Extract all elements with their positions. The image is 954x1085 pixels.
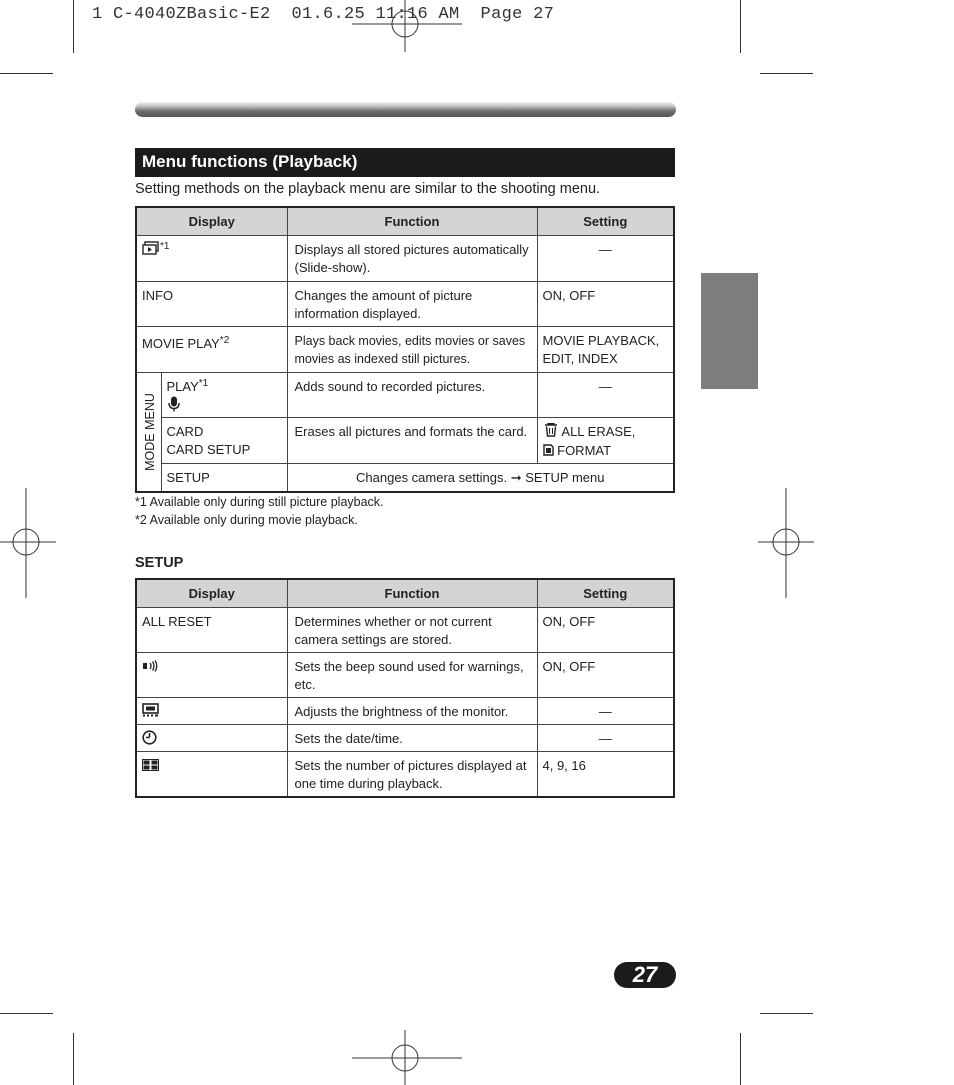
function-cell: Sets the date/time. <box>287 725 537 752</box>
crop-mark <box>0 1013 53 1014</box>
setting-text: FORMAT <box>557 443 612 459</box>
format-icon <box>543 443 554 461</box>
playback-menu-table <box>135 206 675 493</box>
footnote-1: *1 Available only during still picture playback. <box>135 495 384 509</box>
display-cell: SETUP <box>161 464 287 492</box>
setting-cell <box>537 418 674 464</box>
mode-menu-cell <box>136 373 161 492</box>
display-cell: INFO <box>136 282 287 327</box>
display-cell <box>136 327 287 373</box>
display-cell <box>136 236 287 282</box>
setting-cell <box>537 327 674 373</box>
setting-line <box>543 423 669 442</box>
table-row <box>136 418 674 464</box>
display-label: PLAY <box>166 379 199 394</box>
table-row <box>136 725 674 752</box>
function-cell: Adjusts the brightness of the monitor. <box>287 698 537 725</box>
footnote-ref: *1 <box>160 241 170 252</box>
function-cell: Erases all pictures and formats the card. <box>287 418 537 464</box>
function-cell: Changes the amount of picture information displayed. <box>287 282 537 327</box>
intro-text: Setting methods on the playback menu are similar to the shooting menu. <box>135 181 601 197</box>
microphone-icon <box>167 396 181 417</box>
function-cell: Adds sound to recorded pictures. <box>287 373 537 418</box>
beep-icon <box>142 659 158 677</box>
arrow-icon: ➞ <box>510 470 522 485</box>
setting-cell: ON, OFF <box>537 608 674 653</box>
table-row <box>136 698 674 725</box>
setting-line: MOVIE PLAYBACK, <box>542 333 660 348</box>
table-row <box>136 608 674 653</box>
setup-menu-table <box>135 578 675 798</box>
display-cell <box>161 418 287 464</box>
function-text: Changes camera settings. <box>356 470 508 485</box>
table-row <box>136 752 674 797</box>
print-header: 1 C-4040ZBasic-E2 01.6.25 11:16 AM Page 27 <box>92 5 555 24</box>
setting-cell: — <box>537 373 674 418</box>
crop-mark <box>73 1033 74 1085</box>
crop-mark <box>0 73 53 74</box>
header-display: Display <box>136 579 287 608</box>
function-cell: Sets the beep sound used for warnings, etc. <box>287 653 537 698</box>
registration-mark-right <box>758 488 814 598</box>
table-row <box>136 327 674 373</box>
display-cell: ALL RESET <box>136 608 287 653</box>
footnote-ref: *2 <box>219 335 230 346</box>
header-setting: Setting <box>537 207 674 236</box>
display-cell <box>136 698 287 725</box>
table-header-row <box>136 579 674 608</box>
display-line: CARD SETUP <box>166 442 251 457</box>
table-header-row <box>136 207 674 236</box>
function-cell: Sets the number of pictures displayed at one time during playback. <box>287 752 537 797</box>
monitor-brightness-icon <box>142 703 159 722</box>
table-row <box>136 236 674 282</box>
header-display: Display <box>136 207 287 236</box>
header-function: Function <box>287 207 537 236</box>
mode-menu-label: MODE MENU <box>143 392 157 471</box>
setting-cell: ON, OFF <box>537 282 674 327</box>
setting-cell: — <box>537 236 674 282</box>
crop-mark <box>740 1033 741 1085</box>
crop-mark <box>760 73 813 74</box>
section-title: Menu functions (Playback) <box>135 148 675 177</box>
function-cell <box>287 464 674 492</box>
registration-mark-left <box>0 488 56 598</box>
setting-cell: — <box>537 725 674 752</box>
table-row <box>136 464 674 492</box>
footnote-2: *2 Available only during movie playback. <box>135 513 358 527</box>
setting-line <box>543 442 669 461</box>
table-row <box>136 373 674 418</box>
display-line: CARD <box>166 424 204 439</box>
display-cell <box>136 752 287 797</box>
header-setting: Setting <box>537 579 674 608</box>
table-row <box>136 653 674 698</box>
setting-line: EDIT, INDEX <box>542 351 618 366</box>
setting-cell: — <box>537 698 674 725</box>
page-number: 27 <box>614 962 676 988</box>
function-cell: Displays all stored pictures automatically (Slide-show). <box>287 236 537 282</box>
index-display-icon <box>142 758 159 776</box>
side-tab <box>701 273 758 389</box>
header-function: Function <box>287 579 537 608</box>
function-cell: Determines whether or not current camera settings are stored. <box>287 608 537 653</box>
registration-mark-top <box>352 0 462 52</box>
decorative-header-bar <box>135 102 676 117</box>
display-cell <box>136 725 287 752</box>
registration-mark-bottom <box>352 1030 462 1085</box>
crop-mark <box>740 0 741 53</box>
function-cell: Plays back movies, edits movies or saves movies as indexed still pictures. <box>287 327 537 373</box>
crop-mark <box>73 0 74 53</box>
footnote-ref: *1 <box>198 378 209 389</box>
display-cell <box>136 653 287 698</box>
setting-cell: 4, 9, 16 <box>537 752 674 797</box>
clock-icon <box>142 730 157 750</box>
setting-text: ALL ERASE, <box>561 424 636 439</box>
crop-mark <box>760 1013 813 1014</box>
function-text: SETUP menu <box>525 470 605 485</box>
display-label: MOVIE PLAY <box>142 336 220 351</box>
setting-cell: ON, OFF <box>537 653 674 698</box>
slideshow-icon <box>142 241 160 260</box>
setup-heading: SETUP <box>135 555 184 571</box>
display-cell <box>161 373 287 418</box>
all-erase-icon <box>543 423 559 442</box>
table-row <box>136 282 674 327</box>
